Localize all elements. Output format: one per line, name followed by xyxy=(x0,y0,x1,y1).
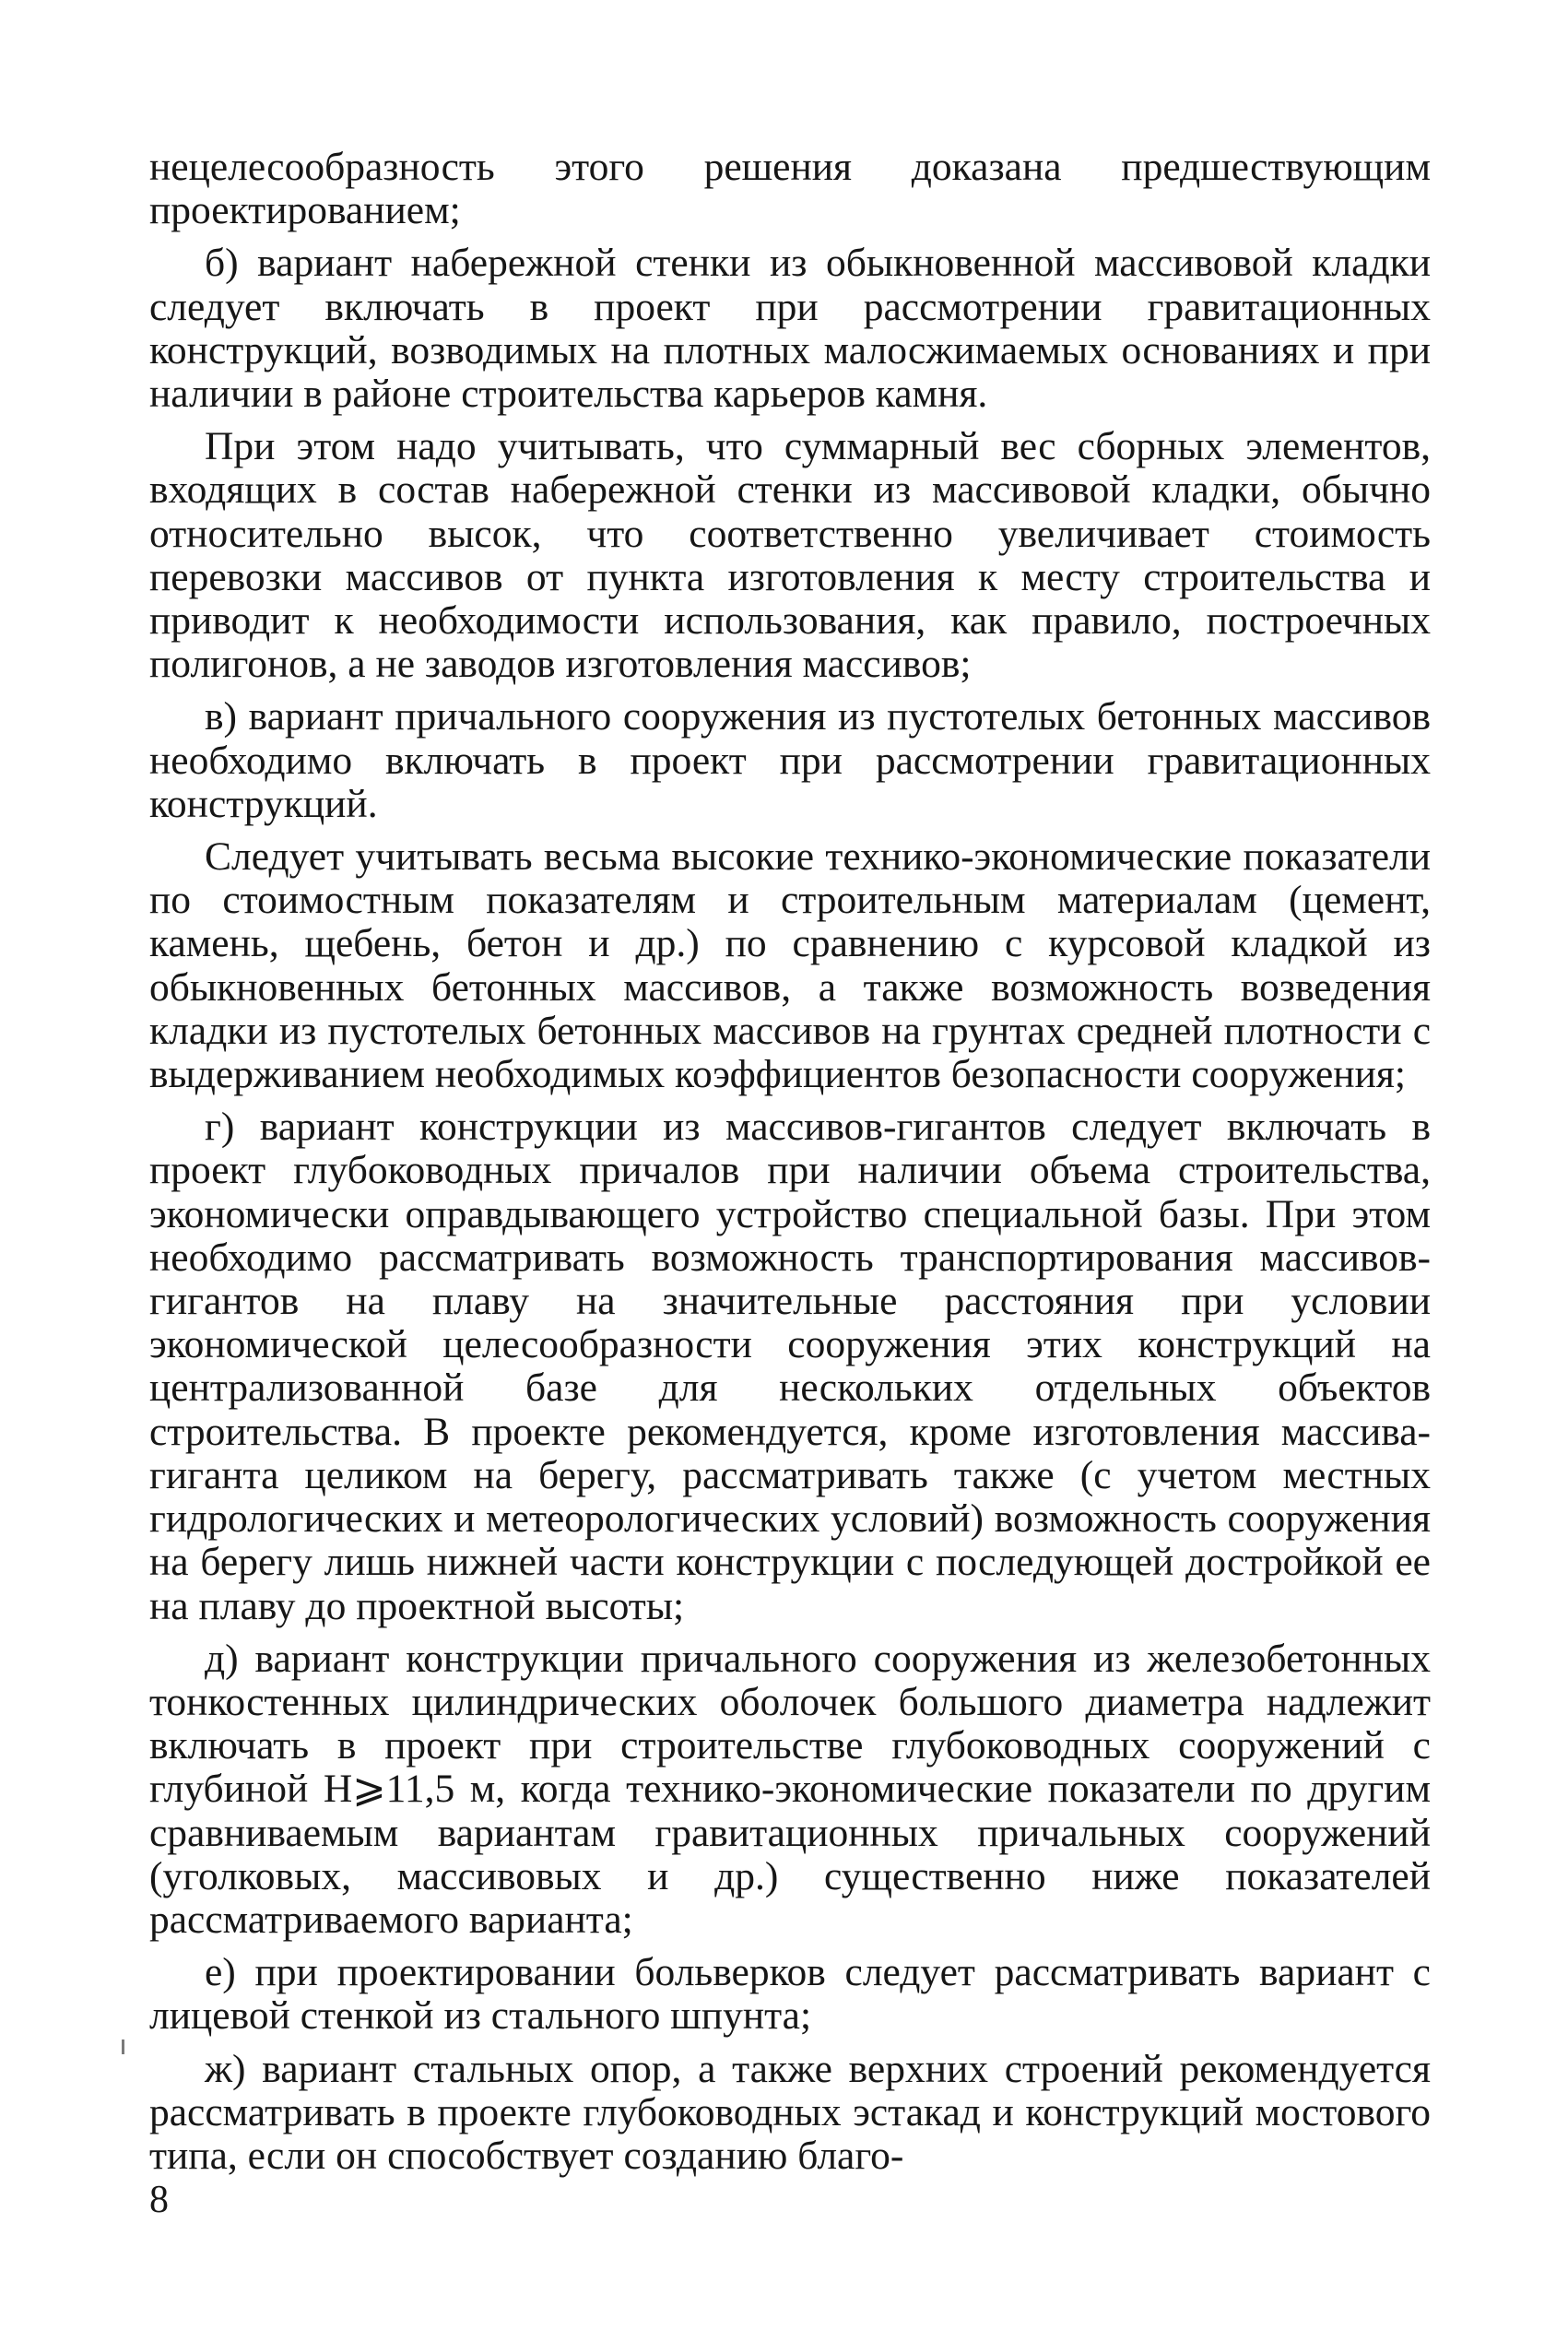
page-body xyxy=(149,146,1431,2178)
paragraph-item-g: г) вариант конструкции из массивов-гигантов следует включать в проект глубоководных причалов при наличии объема строительства, экономически оправдывающего устройство специальной базы. При этом необходимо рассматривать возможность транспортирования массивов-гигантов на плаву на значительные расстояния при условии экономической целесообразности сооружения этих конструкций на централизованной базе для нескольких отдельных объектов строительства. В проекте рекомендуется, кроме изготовления массива-гиганта целиком на берегу, рассматривать также (с учетом местных гидрологических и метеорологических условий) возможность сооружения на берегу лишь нижней части конструкции с последующей достройкой ее на плаву до проектной высоты; xyxy=(149,1105,1431,1628)
paragraph-item-d: д) вариант конструкции причального сооружения из железобетонных тонкостенных цилиндрических оболочек большого диаметра надлежит включать в проект при строительстве глубоководных сооружений с глубиной H⩾11,5 м, когда технико-экономические показатели по другим сравниваемым вариантам гравитационных причальных сооружений (уголковых, массивовых и др.) существенно ниже показателей рассматриваемого варианта; xyxy=(149,1636,1431,1942)
paragraph-item-v-note: Следует учитывать весьма высокие технико-экономические показатели по стоимостным показателям и строительным материалам (цемент, камень, щебень, бетон и др.) по сравнению с курсовой кладкой из обыкновенных бетонных массивов, а также возможность возведения кладки из пустотелых бетонных массивов на грунтах средней плотности с выдерживанием необходимых коэффициентов безопасности сооружения; xyxy=(149,834,1431,1097)
paragraph-continuation: нецелесообразность этого решения доказана предшествующим проектированием; xyxy=(149,145,1431,233)
paragraph-item-e: е) при проектировании больверков следует рассматривать вариант с лицевой стенкой из стального шпунта; xyxy=(149,1950,1431,2039)
paragraph-item-zh: ж) вариант стальных опор, а также верхних строений рекомендуется рассматривать в проекте глубоководных эстакад и конструкций мостового типа, если он способствует созданию благо- xyxy=(149,2046,1431,2178)
paragraph-item-v: в) вариант причального сооружения из пустотелых бетонных массивов необходимо включать в проект при рассмотрении гравитационных конструкций. xyxy=(149,694,1431,826)
paragraph-item-b-note: При этом надо учитывать, что суммарный вес сборных элементов, входящих в состав набережной стенки из массивовой кладки, обычно относительно высок, что соответственно увеличивает стоимость перевозки массивов от пункта изготовления к месту строительства и приводит к необходимости использования, как правило, построечных полигонов, а не заводов изготовления массивов; xyxy=(149,424,1431,687)
paragraph-item-b: б) вариант набережной стенки из обыкновенной массивовой кладки следует включать в проект при рассмотрении гравитационных конструкций, возводимых на плотных малосжимаемых основаниях и при наличии в районе строительства карьеров камня. xyxy=(149,241,1431,417)
scan-speck xyxy=(122,2040,124,2054)
page-number: 8 xyxy=(149,2179,169,2221)
